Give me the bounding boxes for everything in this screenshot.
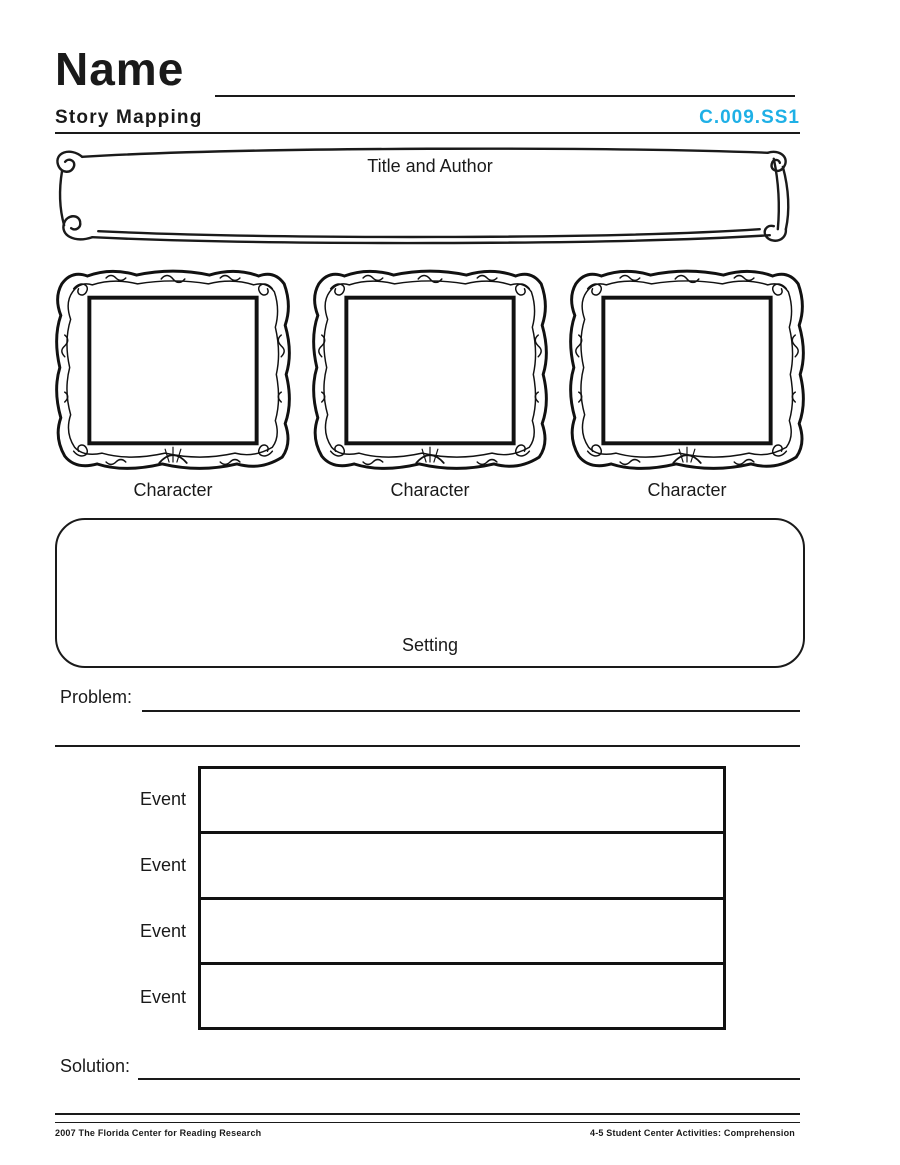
event-label: Event bbox=[139, 920, 186, 941]
character-drawing-area[interactable] bbox=[564, 264, 810, 476]
footer-right: 4-5 Student Center Activities: Comprehension bbox=[590, 1128, 795, 1138]
event-write-row[interactable] bbox=[201, 834, 723, 899]
header-divider bbox=[55, 132, 800, 134]
name-write-line[interactable] bbox=[215, 95, 795, 97]
setting-box[interactable] bbox=[55, 518, 805, 668]
event-write-row[interactable] bbox=[201, 965, 723, 1027]
setting-label: Setting bbox=[401, 635, 459, 655]
solution-label: Solution: bbox=[60, 1056, 131, 1076]
solution-write-line-1[interactable] bbox=[138, 1078, 800, 1080]
banner-label: Title and Author bbox=[367, 156, 493, 176]
solution-write-line-2[interactable] bbox=[55, 1113, 800, 1115]
character-frame bbox=[50, 264, 296, 501]
events-table bbox=[198, 766, 726, 1030]
character-drawing-area[interactable] bbox=[50, 264, 296, 476]
event-write-row[interactable] bbox=[201, 900, 723, 965]
event-write-row[interactable] bbox=[201, 769, 723, 834]
problem-write-line-1[interactable] bbox=[142, 710, 800, 712]
event-label: Event bbox=[139, 788, 186, 809]
footer-left: 2007 The Florida Center for Reading Research bbox=[55, 1128, 262, 1138]
event-label: Event bbox=[139, 986, 186, 1007]
footer-divider bbox=[55, 1122, 800, 1123]
character-drawing-area[interactable] bbox=[307, 264, 553, 476]
title-author-banner[interactable] bbox=[48, 140, 812, 248]
ornate-frame-icon bbox=[307, 264, 553, 476]
character-label: Character bbox=[647, 480, 727, 500]
worksheet-title: Story Mapping bbox=[55, 107, 203, 128]
event-label: Event bbox=[139, 854, 186, 875]
character-frame bbox=[307, 264, 553, 501]
ornate-frame-icon bbox=[564, 264, 810, 476]
name-label: Name bbox=[55, 43, 185, 95]
event-labels bbox=[98, 766, 186, 1030]
character-label: Character bbox=[390, 480, 470, 500]
character-frame bbox=[564, 264, 810, 501]
problem-write-line-2[interactable] bbox=[55, 745, 800, 747]
problem-label: Problem: bbox=[60, 687, 133, 707]
character-label: Character bbox=[133, 480, 213, 500]
activity-code: C.009.SS1 bbox=[699, 107, 800, 128]
character-frames bbox=[50, 264, 810, 501]
ornate-frame-icon bbox=[50, 264, 296, 476]
